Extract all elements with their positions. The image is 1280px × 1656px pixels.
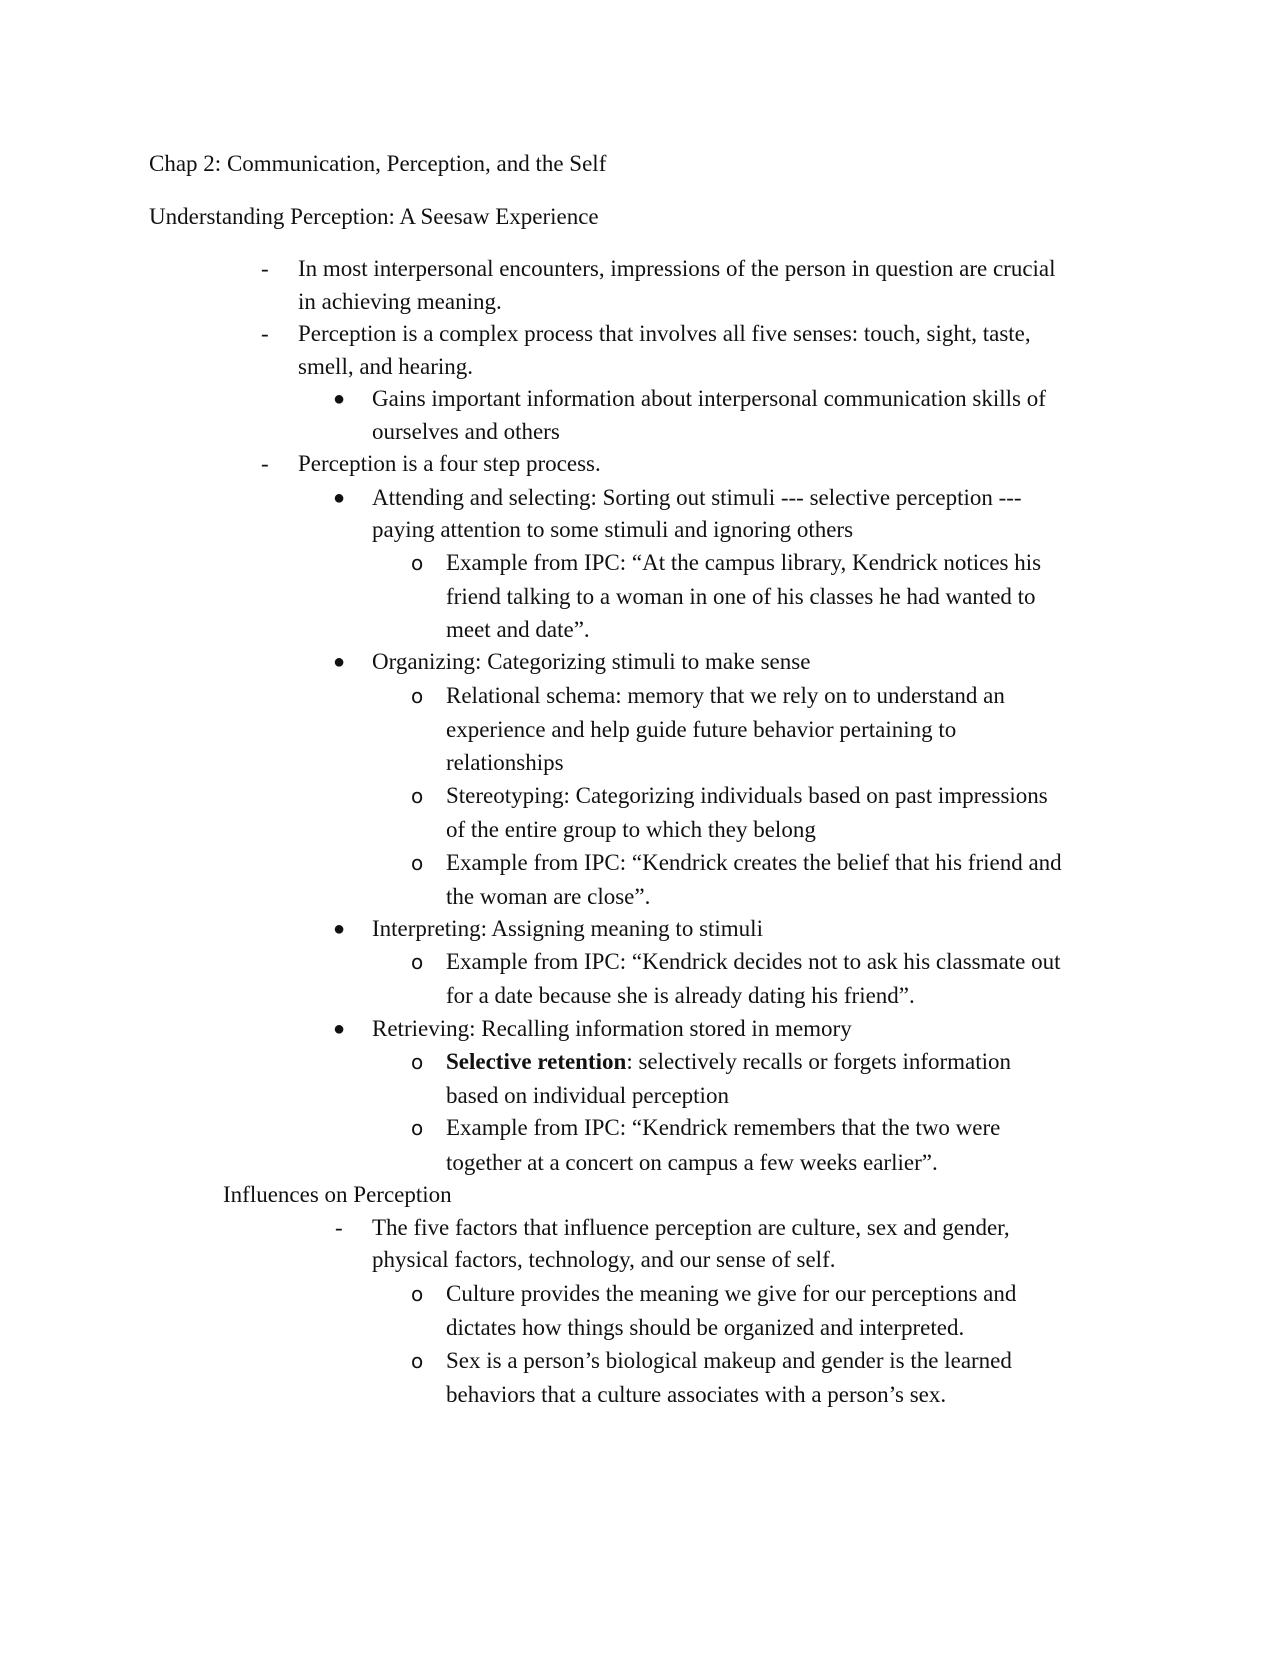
list-item-text: ourselves and others [372,419,560,444]
bullet-marker: ● [333,487,346,509]
section-heading-influences-on-perception: Influences on Perception [223,1182,452,1207]
list-item-text: Interpreting: Assigning meaning to stimuli [372,916,763,941]
list-item-text: Culture provides the meaning we give for our perceptions and [446,1281,1017,1306]
circle-marker: o [411,684,424,708]
list-item-text: Perception is a complex process that involves all five senses: touch, sight, taste, [298,321,1031,346]
circle-marker: o [411,1050,424,1074]
list-item-text: Organizing: Categorizing stimuli to make sense [372,649,811,674]
circle-marker: o [411,1116,424,1140]
list-item-text: Relational schema: memory that we rely on to understand an [446,683,1005,708]
list-item-text: Example from IPC: “Kendrick creates the belief that his friend and [446,850,1062,875]
list-item-text: Stereotyping: Categorizing individuals based on past impressions [446,783,1048,808]
bullet-marker: ● [333,388,346,410]
list-item-text: friend talking to a woman in one of his classes he had wanted to [446,584,1036,609]
circle-marker: o [411,851,424,875]
circle-marker: o [411,950,424,974]
bullet-marker: ● [333,1018,346,1040]
list-item-text [446,1048,1011,1076]
list-item-text: Perception is a four step process. [298,451,601,476]
bullet-marker: ● [333,918,346,940]
list-item-text: dictates how things should be organized and interpreted. [446,1315,965,1340]
section-heading-understanding-perception: Understanding Perception: A Seesaw Experience [149,204,599,229]
list-item-text: relationships [446,750,564,775]
list-item-text: Example from IPC: “Kendrick decides not to ask his classmate out [446,949,1061,974]
list-item-text: Sex is a person’s biological makeup and gender is the learned [446,1348,1012,1373]
list-item-text: Attending and selecting: Sorting out stimuli --- selective perception --- [372,485,1022,510]
dash-marker: - [261,451,269,476]
circle-marker: o [411,1282,424,1306]
bullet-marker: ● [333,651,346,673]
selective-retention-term: Selective retention [446,1049,627,1074]
list-item-text: for a date because she is already dating his friend”. [446,983,915,1008]
list-item-text: Retrieving: Recalling information stored in memory [372,1016,852,1041]
list-item-text: Example from IPC: “Kendrick remembers that the two were [446,1115,1001,1140]
list-item-text: of the entire group to which they belong [446,817,816,842]
list-item-text: meet and date”. [446,617,590,642]
list-item-text: The five factors that influence perception are culture, sex and gender, [372,1215,1010,1240]
list-item-text: behaviors that a culture associates with a person’s sex. [446,1382,947,1407]
circle-marker: o [411,551,424,575]
dash-marker: - [261,256,269,281]
list-item-text: smell, and hearing. [298,354,474,379]
dash-marker: - [261,321,269,346]
list-item-text: Example from IPC: “At the campus library, Kendrick notices his [446,550,1042,575]
list-item-text: based on individual perception [446,1083,729,1108]
list-item-text: the woman are close”. [446,884,651,909]
list-item-text: paying attention to some stimuli and ignoring others [372,517,854,542]
list-item-text: In most interpersonal encounters, impressions of the person in question are crucial [298,256,1056,281]
document-title: Chap 2: Communication, Perception, and the Self [149,151,607,176]
list-item-text: experience and help guide future behavior pertaining to [446,717,957,742]
dash-marker: - [335,1215,343,1240]
definition-text: : selectively recalls or forgets information [626,1049,1012,1074]
circle-marker: o [411,784,424,808]
list-item-text: in achieving meaning. [298,289,502,314]
list-item-text: together at a concert on campus a few weeks earlier”. [446,1150,938,1175]
list-item-text: physical factors, technology, and our sense of self. [372,1247,836,1272]
circle-marker: o [411,1349,424,1373]
list-item-text: Gains important information about interpersonal communication skills of [372,386,1046,411]
